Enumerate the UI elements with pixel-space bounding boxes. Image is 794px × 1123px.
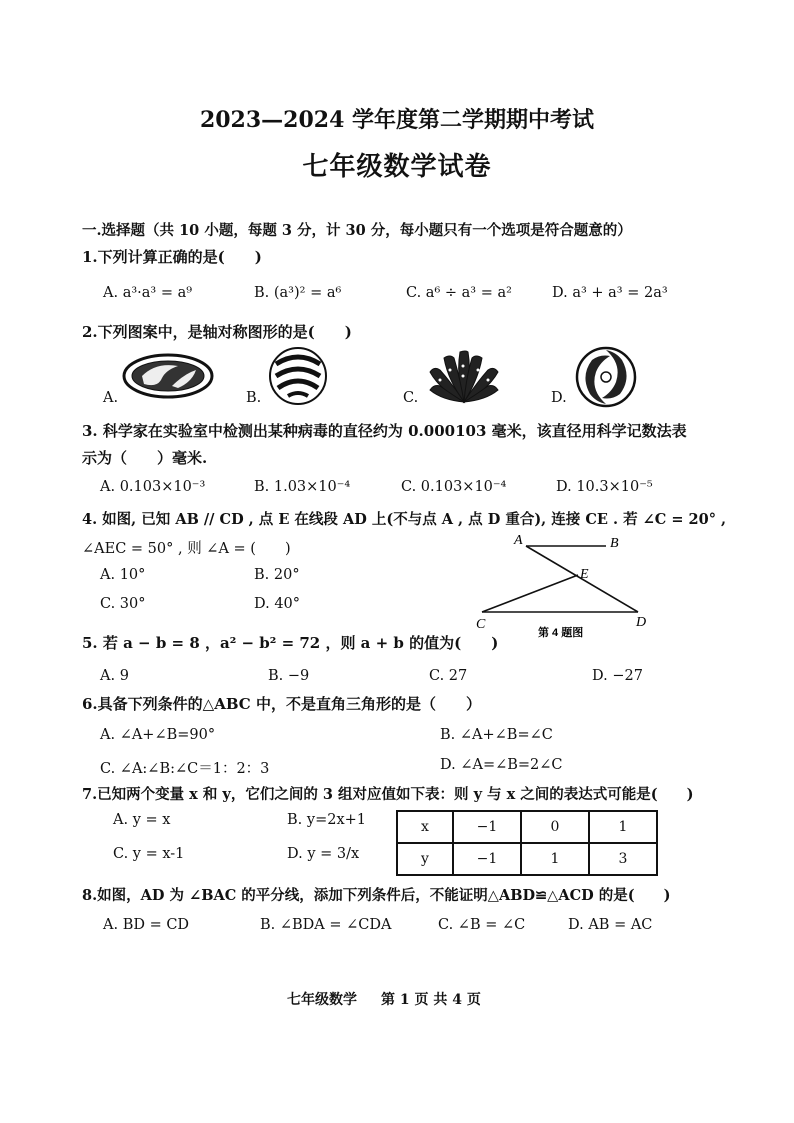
q5-stem: 5. 若 a − b = 8 ，a² − b² = 72 ，则 a + b 的值为( ) — [82, 634, 499, 652]
q2-stem: 2.下列图案中，是轴对称图形的是( ) — [82, 323, 352, 341]
q7-option-d: D. y = 3/x — [287, 846, 360, 862]
q3-option-d: D. 10.3×10⁻⁵ — [556, 479, 653, 495]
q7-stem: 7.已知两个变量 x 和 y，它们之间的 3 组对应值如下表：则 y 与 x 之间的表达式可能是( ) — [82, 786, 694, 803]
q8-option-b: B. ∠BDA = ∠CDA — [260, 917, 392, 933]
logo-c-image — [426, 346, 502, 406]
label-b: B — [610, 536, 619, 551]
q3-option-b: B. 1.03×10⁻⁴ — [254, 479, 351, 495]
table-cell: 3 — [589, 843, 657, 875]
figure-caption: 第 4 题图 — [538, 627, 584, 639]
logo-a-image — [122, 352, 214, 400]
q4-figure — [470, 530, 660, 640]
label-d: D — [636, 615, 647, 630]
logo-b-image — [266, 346, 330, 406]
q3-stem-line2: 示为（ ）毫米. — [82, 449, 208, 467]
q6-stem: 6.具备下列条件的△ABC 中，不是直角三角形的是（ ） — [82, 695, 481, 713]
table-cell: 0 — [521, 811, 589, 843]
table-cell: −1 — [453, 843, 521, 875]
q8-stem: 8.如图，AD 为 ∠BAC 的平分线，添加下列条件后，不能证明△ABD≌△ACD 的是( ) — [82, 887, 671, 904]
table-cell: 1 — [589, 811, 657, 843]
section-heading: 一.选择题（共 10 小题，每题 3 分，计 30 分，每小题只有一个选项是符合题意的） — [82, 222, 632, 239]
table-cell: 1 — [521, 843, 589, 875]
q4-option-a: A. 10° — [100, 567, 146, 583]
q6-option-b: B. ∠A+∠B=∠C — [440, 727, 553, 743]
q7-option-a: A. y = x — [113, 812, 171, 828]
segment-ce — [482, 575, 578, 612]
table-cell: −1 — [453, 811, 521, 843]
q5-option-c: C. 27 — [429, 668, 468, 684]
exam-title: 2023—2024 学年度第二学期期中考试 — [199, 107, 595, 133]
q1-stem: 1.下列计算正确的是( ) — [82, 248, 262, 266]
q1-option-a: A. a³·a³ = a⁹ — [103, 285, 193, 301]
q7-value-table — [396, 810, 658, 876]
q3-option-a: A. 0.103×10⁻³ — [100, 479, 206, 495]
q5-option-b: B. −9 — [268, 668, 310, 684]
q8-option-d: D. AB = AC — [568, 917, 653, 933]
q5-option-d: D. −27 — [592, 668, 643, 684]
table-cell: y — [397, 843, 453, 875]
q6-option-c: C. ∠A:∠B:∠C＝1：2：3 — [100, 761, 270, 777]
paper-title: 七年级数学试卷 — [302, 152, 492, 182]
q5-option-a: A. 9 — [100, 668, 129, 684]
q4-stem-line1: 4. 如图, 已知 AB // CD , 点 E 在线段 AD 上(不与点 A , 点 D 重合), 连接 CE . 若 ∠C = 20° , — [82, 511, 727, 528]
q4-option-d: D. 40° — [254, 596, 301, 612]
logo-d-image — [574, 346, 638, 408]
q4-option-b: B. 20° — [254, 567, 300, 583]
q8-option-a: A. BD = CD — [103, 917, 190, 933]
q3-option-c: C. 0.103×10⁻⁴ — [401, 479, 507, 495]
q2-option-b: B. — [246, 390, 262, 406]
q6-option-d: D. ∠A=∠B=2∠C — [440, 757, 563, 773]
q2-option-c: C. — [403, 390, 419, 406]
q7-option-c: C. y = x-1 — [113, 846, 185, 862]
table-row — [397, 811, 657, 843]
q1-option-c: C. a⁶ ÷ a³ = a² — [406, 285, 512, 301]
q7-option-b: B. y=2x+1 — [287, 812, 366, 828]
table-cell: x — [397, 811, 453, 843]
table-row — [397, 843, 657, 875]
q6-option-a: A. ∠A+∠B=90° — [100, 727, 216, 743]
footer-subject: 七年级数学 — [287, 992, 357, 1008]
q3-stem-line1: 3. 科学家在实验室中检测出某种病毒的直径约为 0.000103 毫米，该直径用科学记数法表 — [82, 422, 687, 440]
q2-option-a: A. — [103, 390, 119, 406]
q2-option-d: D. — [551, 390, 567, 406]
label-a: A — [514, 533, 523, 548]
q1-option-d: D. a³ + a³ = 2a³ — [552, 285, 668, 301]
q4-option-c: C. 30° — [100, 596, 146, 612]
q1-option-b: B. (a³)² = a⁶ — [254, 285, 342, 301]
q4-stem-line2: ∠AEC = 50° , 则 ∠A = ( ) — [82, 541, 291, 557]
q8-option-c: C. ∠B = ∠C — [438, 917, 526, 933]
label-c: C — [476, 617, 486, 632]
label-e: E — [580, 567, 589, 582]
footer-page-number: 第 1 页 共 4 页 — [381, 992, 481, 1008]
